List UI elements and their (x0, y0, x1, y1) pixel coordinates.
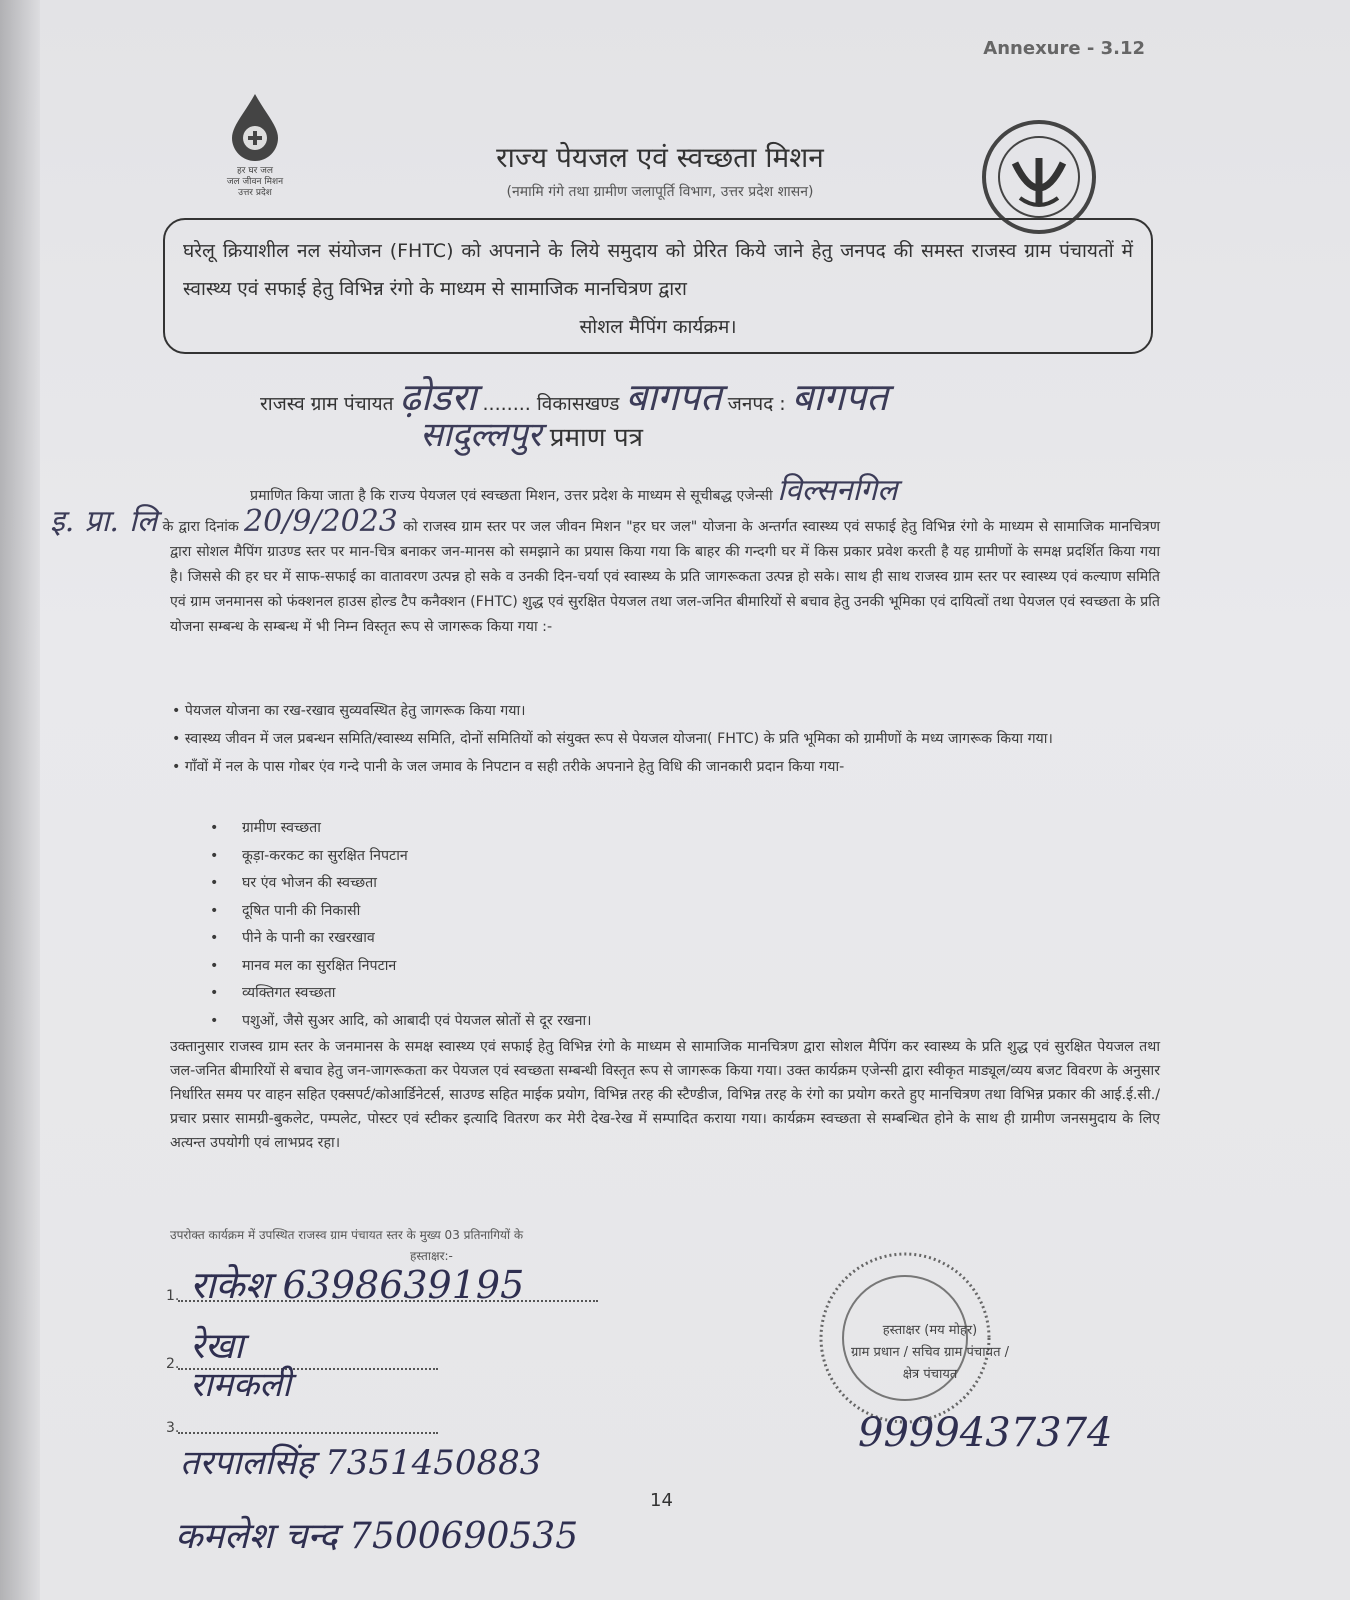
participant-3: तरपालसिंह 7351450883 (180, 1443, 542, 1483)
list-item: • दूषित पानी की निकासी (210, 902, 361, 919)
logo-caption-2: जल जीवन मिशन (226, 177, 284, 187)
district-label: जनपद : (727, 393, 786, 415)
jal-jeevan-logo (200, 92, 310, 199)
body-main: को राजस्व ग्राम स्तर पर जल जीवन मिशन "हर घर जल" योजना के अन्तर्गत स्वास्थ्य एवं सफाई हेतु विभिन्न रंगो के माध्यम से सामाजिक मानचित्रण द्वारा सोशल मैपिंग ग्राउण्ड स्तर पर मान-चित्र बनाकर जन-मानस को समझाने का प्रयास किया गया कि बाहर की गन्दगी घर में किस प्रकार प्रवेश करती है यह ग्रामीणों के समक्ष प्रदर्शित किया गया है। जिससे की हर घर में साफ-सफाई का वातावरण उत्पन्न हो सके व उनकी दिन-चर्या एवं स्वास्थ्य के प्रति जागरूकता उत्पन्न हो सके। साथ ही साथ राजस्व ग्राम स्तर पर स्वास्थ्य एवं कल्याण समिति एवं ग्राम जनमानस को फंक्शनल हाउस होल्ड टैप कनैक्शन (FHTC) शुद्ध एवं सुरक्षित पेयजल तथा जल-जनित बीमारियों से बचाव हेतु उनकी भूमिका एवं दायित्वों तथा पेयजल एवं स्वच्छता के प्रति योजना सम्बन्ध के सम्बन्ध में भी निम्न विस्तृत रूप से जागरूक किया गया :- (170, 519, 1160, 635)
officer-designation: ग्राम प्रधान / सचिव ग्राम पंचायत / (850, 1345, 1010, 1360)
signature-number-2: 2. (166, 1356, 180, 1372)
body-by-date: के द्वारा दिनांक (162, 519, 239, 535)
location-line: राजस्व ग्राम पंचायत ढ़ोडरा ........ विकासखण्ड बागपत जनपद : बागपत (260, 375, 888, 419)
logo-caption-3: उत्तर प्रदेश (238, 188, 272, 198)
program-date: 20/9/2023 (244, 504, 398, 539)
awareness-bullets (170, 697, 1160, 781)
annexure-label: Annexure - 3.12 (983, 38, 1145, 59)
block-value: बागपत (625, 375, 722, 419)
list-item: • पेयजल योजना का रख-रखाव सुव्यवस्थित हेतु जागरूक किया गया। (172, 703, 526, 719)
page-shadow (0, 0, 40, 1600)
officer-signature-label: हस्ताक्षर (मय मोहर) (882, 1323, 978, 1338)
program-title-last: सोशल मैपिंग कार्यक्रम। (579, 316, 737, 338)
participants-note: उपरोक्त कार्यक्रम में उपस्थित राजस्व ग्राम पंचायत स्तर के मुख्य 03 प्रतिनागियों के (170, 1228, 524, 1242)
summary-paragraph: उक्तानुसार राजस्व ग्राम स्तर के जनमानस के समक्ष स्वास्थ्य एवं सफाई हेतु विभिन्न रंगो के माध्यम से सामाजिक मानचित्रण द्वारा सोशल मैपिंग कर स्वास्थ्य के प्रति शुद्ध एवं सुरक्षित पेयजल तथा जल-जनित बीमारियों से बचाव हेतु जन-जागरूकता कर पेयजल एवं स्वच्छता सम्बन्धी विस्तृत रूप से जागरूक किया गया। उक्त कार्यक्रम एजेन्सी द्वारा स्वीकृत माड्यूल/व्यय बजट विवरण के अनुसार निर्धारित समय पर वाहन सहित एक्सपर्ट/कोआर्डिनेटर्स, साउण्ड सहित माईक प्रयोग, विभिन्न तरह की स्टैण्डीज, विभिन्न तरह के रंगो का प्रयोग करते हुए मानचित्रण तथा विभिन्न प्रकार की आई.ई.सी./प्रचार प्रसार सामग्री-बुकलेट, पम्पलेट, पोस्टर एवं स्टीकर इत्यादि वितरण कर मेरी देख-रेख में सम्पादित कराया गया। कार्यक्रम स्वच्छता से सम्बन्धित होने के साथ ही ग्रामीण जनसमुदाय के लिए अत्यन्त उपयोगी एवं लाभप्रद रहा। (170, 1039, 1160, 1151)
officer-phone: 9999437374 (858, 1410, 1113, 1456)
signature-label: हस्ताक्षर:- (410, 1249, 453, 1263)
participant-1: राकेश 6398639195 (190, 1263, 525, 1307)
body-intro: प्रमाणित किया जाता है कि राज्य पेयजल एवं स्वच्छता मिशन, उत्तर प्रदेश के माध्यम से सूचीबद्ध एजेन्सी (250, 488, 773, 504)
list-item: • पीने के पानी का रखरखाव (210, 930, 375, 946)
certificate-body (50, 473, 1160, 640)
list-item: • गाँवों में नल के पास गोबर एंव गन्दे पानी के जल जमाव के निपटान व सही तरीके अपनाने हेतु विधि की जानकारी प्रदान किया गया- (172, 759, 845, 775)
mission-subtitle: (नमामि गंगे तथा ग्रामीण जलापूर्ति विभाग, उत्तर प्रदेश शासन) (506, 184, 814, 200)
water-drop-icon (226, 92, 284, 162)
agency-suffix: इ. प्रा. लि (50, 504, 158, 539)
gram-panchayat-value: ढ़ोडरा (399, 375, 477, 419)
program-title-box (163, 218, 1153, 354)
gram-panchayat-label: राजस्व ग्राम पंचायत (260, 393, 394, 415)
list-item: • ग्रामीण स्वच्छता (210, 820, 321, 836)
participant-2b: रामकली (190, 1365, 292, 1405)
participant-2a: रेखा (190, 1326, 244, 1367)
sanitation-topics (210, 818, 592, 1038)
list-item: • पशुओं, जैसे सुअर आदि, को आबादी एवं पेयजल स्रोतों से दूर रखना। (210, 1012, 592, 1029)
logo-caption-1: हर घर जल (237, 166, 273, 176)
signature-line-3 (178, 1432, 438, 1434)
participant-4: कमलेश चन्द 7500690535 (175, 1516, 579, 1557)
officer-block (790, 1320, 1070, 1386)
agency-name: विल्सनगिल (777, 473, 898, 508)
list-item: • व्यक्तिगत स्वच्छता (210, 985, 336, 1001)
certificate-title: प्रमाण पत्र (549, 423, 643, 453)
program-title-text: घरेलू क्रियाशील नल संयोजन (FHTC) को अपनाने के लिये समुदाय को प्रेरित किये जाने हेतु जनपद की समस्त राजस्व ग्राम पंचायतों में स्वास्थ्य एवं सफाई हेतु विभिन्न रंगो के माध्यम से सामाजिक मानचित्रण द्वारा (183, 240, 1133, 300)
officer-panchayat: क्षेत्र पंचायत (902, 1367, 958, 1382)
list-item: • मानव मल का सुरक्षित निपटान (210, 957, 397, 974)
certificate-heading (420, 410, 643, 456)
list-item: • घर एंव भोजन की स्वच्छता (210, 875, 377, 891)
list-item: • स्वास्थ्य जीवन में जल प्रबन्धन समिति/स्वास्थ्य समिति, दोनों समितियों को संयुक्त रूप से पेयजल योजना( FHTC) के प्रति भूमिका को ग्रामीणों के मध्य जागरूक किया गया। (172, 731, 1053, 747)
district-value: बागपत (791, 375, 888, 419)
village-handwritten: सादुल्लपुर (420, 415, 542, 455)
list-item: • कूड़ा-करकट का सुरक्षित निपटान (210, 847, 408, 864)
mission-title: राज्य पेयजल एवं स्वच्छता मिशन (496, 141, 824, 174)
signature-number-1: 1. (166, 1288, 180, 1304)
page-number: 14 (650, 1490, 673, 1511)
signature-number-3: 3. (166, 1420, 180, 1436)
block-label: विकासखण्ड (536, 393, 620, 415)
